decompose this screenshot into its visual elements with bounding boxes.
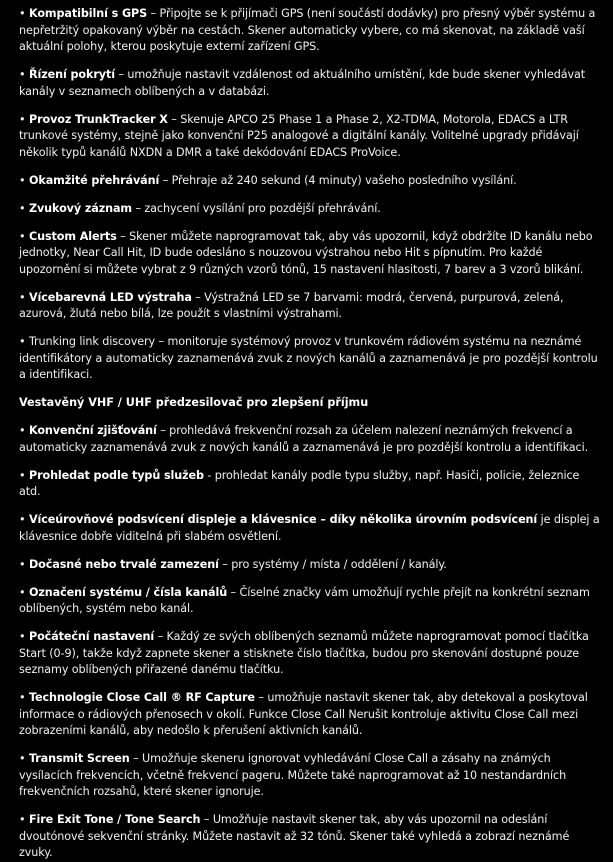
feature-title: Fire Exit Tone / Tone Search <box>28 813 201 826</box>
feature-item <box>19 112 603 162</box>
feature-title: Prohledat podle typů služeb <box>28 468 204 482</box>
bullet-marker: • <box>19 335 26 348</box>
feature-title: Kompatibilní s GPS <box>28 7 148 20</box>
feature-title: Dočasné nebo trvalé zamezení <box>28 557 219 571</box>
feature-title: Víceúrovňové podsvícení displeje a klávesnice – díky několika úrovním podsvícení <box>28 513 538 526</box>
feature-item <box>19 173 603 190</box>
feature-description: – Číselné značky vám umožňují rychle přejít na konkrétní seznam oblíbených, systém nebo kanál. <box>19 585 590 615</box>
feature-title: Zvukový záznam <box>28 201 132 215</box>
feature-description: – Umožňuje skeneru ignorovat vyhledávání Close Call a zásahy na známých vysílacích frekvencích, včetně frekvencí pageru. Můžete také naprogramovat až 10 nestandardních frekvenčních rozsahů, které skener ignoruje. <box>19 752 567 798</box>
feature-item <box>19 468 603 501</box>
feature-list-preamp <box>19 423 603 862</box>
feature-title: Provoz TrunkTracker X <box>28 112 168 126</box>
feature-description: – zachycení vysílání pro pozdější přehrávání. <box>132 201 381 215</box>
feature-item <box>19 812 603 862</box>
feature-description: – Každý ze svých oblíbených seznamů můžete naprogramovat pomocí tlačítka Start (0-9), takže když zapnete skener a stisknete číslo tlačítka, budou pro skenování dostupné pouze seznamy oblíbených přiřazené danému tlačítku. <box>19 630 589 676</box>
feature-title: Řízení pokrytí <box>28 68 115 81</box>
feature-item <box>19 6 603 56</box>
bullet-marker: • <box>19 290 26 304</box>
feature-description: – umožňuje nastavit skener tak, aby detekoval a poskytoval informace o rádiových přenosech v okolí. Funkce Close Call Nerušit kontroluje aktivitu Close Call mezi zobrazeními kanálů, aby nedošlo k přerušení aktivních kanálů. <box>19 691 588 737</box>
feature-title: Označení systému / čísla kanálů <box>28 585 228 599</box>
feature-title: Custom Alerts <box>28 229 117 243</box>
bullet-marker: • <box>19 630 26 643</box>
bullet-marker: • <box>19 557 26 571</box>
bullet-marker: • <box>19 7 26 20</box>
feature-item <box>19 201 603 218</box>
bullet-marker: • <box>19 513 26 526</box>
feature-item <box>19 512 603 545</box>
feature-item <box>19 557 603 574</box>
feature-description: – umožňuje nastavit vzdálenost od aktuálního umístění, kde bude skener vyhledávat kanály v seznamech oblíbených a v databázi. <box>19 68 586 98</box>
bullet-marker: • <box>19 201 26 215</box>
feature-title: Technologie Close Call ® RF Capture <box>28 691 255 704</box>
feature-item <box>19 229 603 279</box>
bullet-marker: • <box>19 112 26 126</box>
feature-title: Konvenční zjišťování <box>28 424 157 437</box>
feature-item <box>19 585 603 618</box>
feature-item <box>19 423 603 456</box>
feature-title: Okamžité přehrávání <box>28 173 160 187</box>
feature-description: Trunking link discovery – monitoruje systémový provoz v trunkovém rádiovém systému na neznámé identifikátory a automaticky zaznamenává zvuk z nových kanálů a zaznamenává je pro pozdější kontrolu a identifikaci. <box>19 335 598 381</box>
feature-item <box>19 629 603 679</box>
bullet-marker: • <box>19 691 26 704</box>
feature-description: – Skenuje APCO 25 Phase 1 a Phase 2, X2-TDMA, Motorola, EDACS a LTR trunkové systémy, stejně jako konvenční P25 analogové a digitální kanály. Volitelné upgrady přidávají několik typů kanálů NXDN a DMR a také dekódování EDACS ProVoice. <box>19 112 579 159</box>
feature-description: - prohledat kanály podle typu služby, např. Hasiči, policie, železnice atd. <box>19 468 580 498</box>
feature-item <box>19 334 603 384</box>
feature-description: – Umožňuje nastavit skener tak, aby vás upozornil na odeslání dvoutónové sekvenční stránky. Můžete nastavit až 32 tónů. Skener také vyhledá a zobrazí neznámé zvuky. <box>19 813 570 859</box>
feature-item <box>19 690 603 740</box>
feature-description: – Skener můžete naprogramovat tak, aby vás upozornil, když obdržíte ID kanálu nebo jednotky, Near Call Hit, ID bude odesláno s nouzovou výstrahou nebo Hit s pípnutím. Pro každé upozornění si můžete vybrat z 9 různých vzorů tónů, 15 nastavení hlasitosti, 7 barev a 3 vzorů blikání. <box>19 229 593 276</box>
feature-item <box>19 67 603 100</box>
feature-title: Vícebarevná LED výstraha <box>28 290 192 304</box>
feature-description: – pro systémy / místa / oddělení / kanály. <box>218 557 447 571</box>
bullet-marker: • <box>19 468 26 482</box>
bullet-marker: • <box>19 68 26 81</box>
feature-description: – Připojte se k přijímači GPS (není součástí dodávky) pro přesný výběr systému a nepřetržitý opakovaný výběr na cestách. Skener automaticky vybere, co má skenovat, na základě vaší aktuální polohy, kterou poskytuje externí zařízení GPS. <box>19 7 596 53</box>
feature-title: Počáteční nastavení <box>28 630 155 643</box>
bullet-marker: • <box>19 813 26 826</box>
feature-description: je displej a klávesnice dobře viditelná při slabém osvětlení. <box>19 513 600 543</box>
bullet-marker: • <box>19 229 26 243</box>
feature-description: – Přehraje až 240 sekund (4 minuty) vašeho posledního vysílání. <box>159 173 517 187</box>
bullet-marker: • <box>19 424 26 437</box>
feature-item <box>19 290 603 323</box>
feature-description: – Výstražná LED se 7 barvami: modrá, červená, purpurová, zelená, azurová, žlutá nebo bílá, lze použít s vlastními výstrahami. <box>19 290 564 320</box>
bullet-marker: • <box>19 585 26 599</box>
section-heading: Vestavěný VHF / UHF předzesilovač pro zlepšení příjmu <box>19 396 369 409</box>
feature-item <box>19 751 603 801</box>
bullet-marker: • <box>19 752 26 765</box>
bullet-marker: • <box>19 173 26 187</box>
feature-title: Transmit Screen <box>28 752 130 765</box>
feature-description: – prohledává frekvenční rozsah za účelem nalezení neznámých frekvencí a automaticky zaznamenává zvuk z nových kanálů a zaznamenává je pro pozdější kontrolu a identifikaci. <box>19 424 589 454</box>
feature-list <box>19 6 603 384</box>
